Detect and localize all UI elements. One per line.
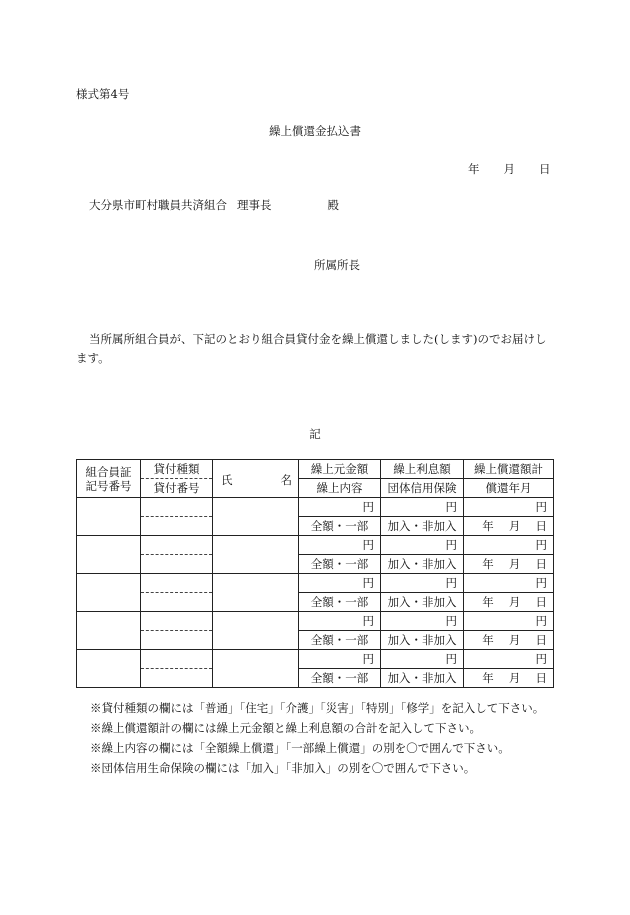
full-partial-label: 全額・一部 (310, 557, 369, 571)
repay-date-cell[interactable] (464, 555, 554, 574)
yen-unit: 円 (535, 538, 547, 552)
yen-unit: 円 (535, 576, 547, 590)
yen-unit: 円 (535, 652, 547, 666)
member-id-cell[interactable] (77, 574, 141, 612)
addressee (89, 198, 339, 212)
ymd-label: 年 月 日 (482, 557, 547, 571)
note-line: ※団体信用生命保険の欄には「加入」「非加入」の別を〇で囲んで下さい。 (90, 761, 476, 775)
member-id-cell[interactable] (77, 650, 141, 688)
addressee-org: 大分県市町村職員共済組合 (89, 198, 227, 212)
yen-unit: 円 (445, 614, 457, 628)
yen-unit: 円 (362, 652, 374, 666)
header-loan-type: 貸付種類 (141, 460, 213, 479)
loan-number-cell[interactable] (141, 631, 213, 650)
insurance-join-choice[interactable] (381, 555, 464, 574)
addressee-role: 理事長 (237, 198, 272, 212)
total-amount-cell[interactable] (464, 574, 554, 593)
total-amount-cell[interactable] (464, 650, 554, 669)
yen-unit: 円 (362, 614, 374, 628)
repay-date-cell[interactable] (464, 517, 554, 536)
ki-heading: 記 (309, 427, 321, 441)
repay-date-cell[interactable] (464, 669, 554, 688)
interest-amount-cell[interactable] (381, 612, 464, 631)
header-principal-detail: 繰上内容 (299, 479, 381, 498)
note-line: ※繰上内容の欄には「全額繰上償還」「一部繰上償還」の別を〇で囲んで下さい。 (90, 741, 510, 755)
record-row-top (77, 574, 554, 593)
total-amount-cell[interactable] (464, 612, 554, 631)
loan-number-cell[interactable] (141, 593, 213, 612)
loan-type-cell[interactable] (141, 612, 213, 631)
loan-type-cell[interactable] (141, 498, 213, 517)
full-partial-choice[interactable] (299, 593, 381, 612)
loan-type-cell[interactable] (141, 536, 213, 555)
name-cell[interactable] (213, 498, 299, 536)
total-amount-cell[interactable] (464, 536, 554, 555)
body-text: 当所属所組合員が、下記のとおり組合員貸付金を繰上償還しました(します)のでお届けします。 (76, 332, 547, 365)
loan-number-cell[interactable] (141, 555, 213, 574)
full-partial-label: 全額・一部 (310, 671, 369, 685)
member-id-cell[interactable] (77, 536, 141, 574)
interest-amount-cell[interactable] (381, 498, 464, 517)
ymd-label: 年 月 日 (482, 671, 547, 685)
header-loan-number: 貸付番号 (141, 479, 213, 498)
date-month: 月 (503, 162, 515, 176)
total-amount-cell[interactable] (464, 498, 554, 517)
header-member-id-line1: 組合員証 (85, 464, 132, 479)
principal-amount-cell[interactable] (299, 574, 381, 593)
full-partial-label: 全額・一部 (310, 519, 369, 533)
principal-amount-cell[interactable] (299, 498, 381, 517)
full-partial-choice[interactable] (299, 669, 381, 688)
join-label: 加入・非加入 (387, 595, 457, 609)
full-partial-choice[interactable] (299, 555, 381, 574)
record-row-top (77, 536, 554, 555)
yen-unit: 円 (535, 500, 547, 514)
record-row-top (77, 650, 554, 669)
full-partial-label: 全額・一部 (310, 595, 369, 609)
principal-amount-cell[interactable] (299, 612, 381, 631)
join-label: 加入・非加入 (387, 633, 457, 647)
join-label: 加入・非加入 (387, 671, 457, 685)
insurance-join-choice[interactable] (381, 593, 464, 612)
name-cell[interactable] (213, 612, 299, 650)
yen-unit: 円 (362, 500, 374, 514)
name-cell[interactable] (213, 574, 299, 612)
yen-unit: 円 (445, 652, 457, 666)
yen-unit: 円 (362, 576, 374, 590)
sender: 所属所長 (314, 258, 360, 272)
ymd-label: 年 月 日 (482, 595, 547, 609)
document-title: 繰上償還金払込書 (269, 124, 361, 138)
note-line: ※繰上償還額計の欄には繰上元金額と繰上利息額の合計を記入して下さい。 (90, 721, 481, 735)
header-member-id-line2: 記号番号 (85, 478, 132, 493)
insurance-join-choice[interactable] (381, 669, 464, 688)
yen-unit: 円 (445, 500, 457, 514)
header-name (213, 460, 299, 498)
date-year: 年 (468, 162, 480, 176)
full-partial-choice[interactable] (299, 517, 381, 536)
principal-amount-cell[interactable] (299, 650, 381, 669)
member-id-cell[interactable] (77, 498, 141, 536)
yen-unit: 円 (445, 538, 457, 552)
header-total-detail: 償還年月 (464, 479, 554, 498)
header-interest: 繰上利息額 (381, 460, 464, 479)
interest-amount-cell[interactable] (381, 536, 464, 555)
loan-number-cell[interactable] (141, 517, 213, 536)
yen-unit: 円 (445, 576, 457, 590)
record-row-bottom (77, 555, 554, 574)
header-total: 繰上償還額計 (464, 460, 554, 479)
loan-type-cell[interactable] (141, 650, 213, 669)
insurance-join-choice[interactable] (381, 631, 464, 650)
full-partial-label: 全額・一部 (310, 633, 369, 647)
ymd-label: 年 月 日 (482, 633, 547, 647)
date-day: 日 (539, 162, 551, 176)
record-row-bottom (77, 631, 554, 650)
join-label: 加入・非加入 (387, 519, 457, 533)
form-number: 様式第4号 (76, 87, 130, 101)
loan-number-cell[interactable] (141, 669, 213, 688)
notes (90, 698, 544, 778)
insurance-join-choice[interactable] (381, 517, 464, 536)
record-row-top (77, 498, 554, 517)
name-cell[interactable] (213, 650, 299, 688)
full-partial-choice[interactable] (299, 631, 381, 650)
records-table (76, 459, 554, 688)
record-row-top (77, 612, 554, 631)
yen-unit: 円 (535, 614, 547, 628)
header-row (77, 479, 554, 498)
record-row-bottom (77, 517, 554, 536)
header-row (77, 460, 554, 479)
principal-amount-cell[interactable] (299, 536, 381, 555)
header-principal: 繰上元金額 (299, 460, 381, 479)
loan-type-cell[interactable] (141, 574, 213, 593)
header-member-id (77, 460, 141, 498)
note-line: ※貸付種類の欄には「普通」「住宅」「介護」「災害」「特別」「修学」を記入して下さい。 (90, 701, 545, 715)
name-cell[interactable] (213, 536, 299, 574)
date-line (468, 162, 551, 176)
record-row-bottom (77, 669, 554, 688)
member-id-cell[interactable] (77, 612, 141, 650)
addressee-honorific: 殿 (327, 198, 339, 212)
interest-amount-cell[interactable] (381, 574, 464, 593)
header-name-1: 氏 (221, 473, 233, 487)
join-label: 加入・非加入 (387, 557, 457, 571)
ymd-label: 年 月 日 (482, 519, 547, 533)
header-interest-detail: 団体信用保険 (381, 479, 464, 498)
yen-unit: 円 (362, 538, 374, 552)
interest-amount-cell[interactable] (381, 650, 464, 669)
record-row-bottom (77, 593, 554, 612)
repay-date-cell[interactable] (464, 631, 554, 650)
header-name-2: 名 (280, 473, 292, 487)
repay-date-cell[interactable] (464, 593, 554, 612)
